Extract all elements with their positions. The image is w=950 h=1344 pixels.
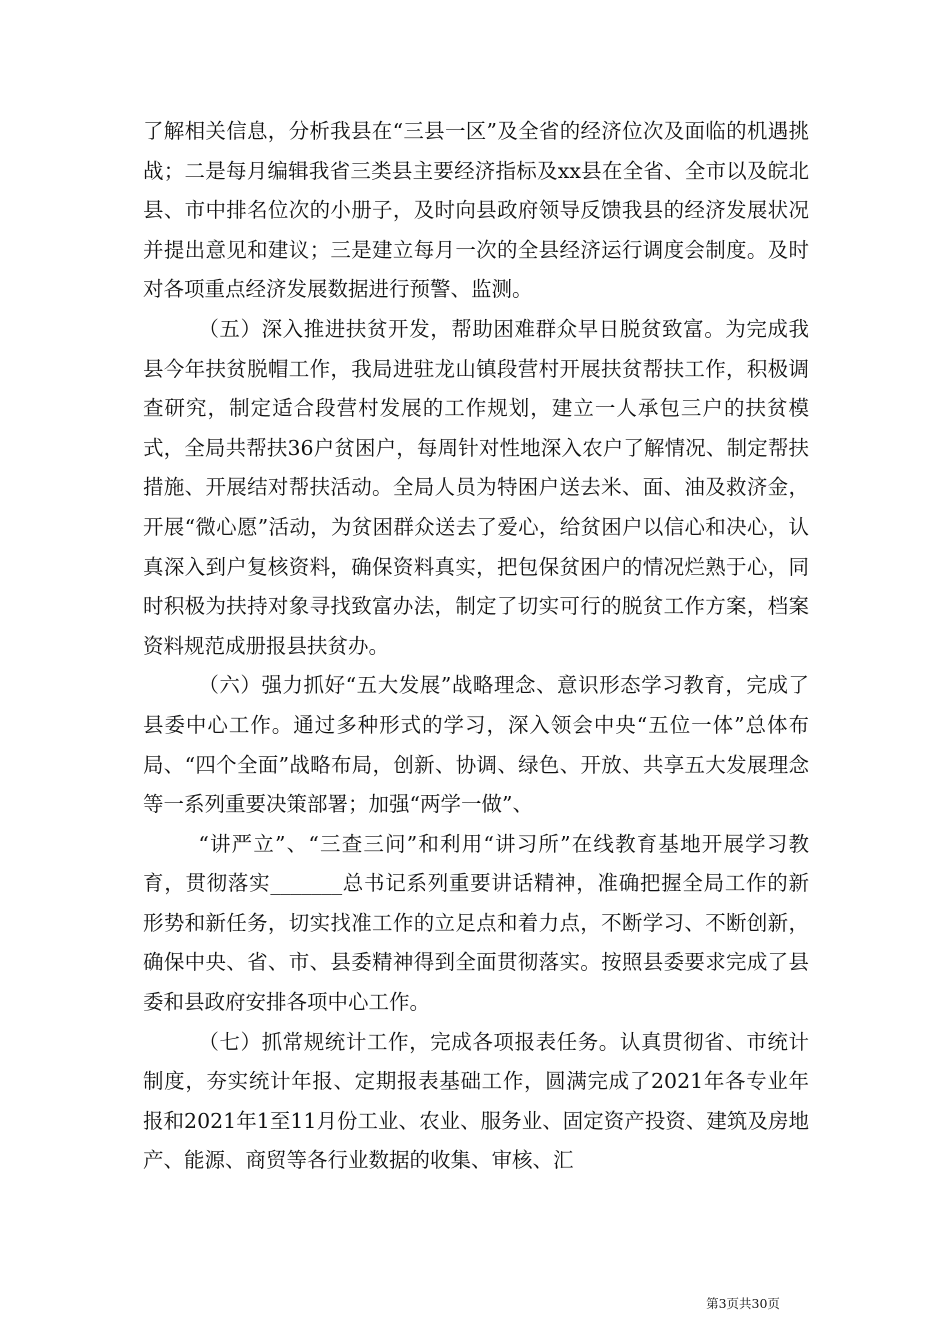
paragraph-section-7: （七）抓常规统计工作，完成各项报表任务。认真贯彻省、市统计制度，夯实统计年报、定期报表基础工作，圆满完成了2021年各专业年报和2021年1至11月份工业、农业、服务业、固定资产投资、建筑及房地产、能源、商贸等各行业数据的收集、审核、汇: [143, 1029, 809, 1173]
document-body: [143, 112, 809, 1181]
page-number: 第3页共30页: [706, 1296, 780, 1311]
paragraph-section-6: （六）强力抓好“五大发展”战略理念、意识形态学习教育，完成了县委中心工作。通过多种形式的学习，深入领会中央“五位一体”总体布局、“四个全面”战略布局，创新、协调、绿色、开放、共享五大发展理念等一系列重要决策部署；加强“两学一做”、: [143, 673, 809, 817]
page-footer: [0, 1294, 950, 1312]
paragraph-section-6-continued: “讲严立”、“三查三问”和利用“讲习所”在线教育基地开展学习教育，贯彻落实_______总书记系列重要讲话精神，准确把握全局工作的新形势和新任务，切实找准工作的立足点和着力点，不断学习、不断创新，确保中央、省、市、县委精神得到全面贯彻落实。按照县委要求完成了县委和县政府安排各项中心工作。: [143, 831, 809, 1015]
paragraph-continuation: 了解相关信息，分析我县在“三县一区”及全省的经济位次及面临的机遇挑战；二是每月编辑我省三类县主要经济指标及xx县在全省、全市以及皖北县、市中排名位次的小册子，及时向县政府领导反馈我县的经济发展状况并提出意见和建议；三是建立每月一次的全县经济运行调度会制度。及时对各项重点经济发展数据进行预警、监测。: [143, 119, 809, 302]
paragraph-section-5: （五）深入推进扶贫开发，帮助困难群众早日脱贫致富。为完成我县今年扶贫脱帽工作，我局进驻龙山镇段营村开展扶贫帮扶工作，积极调查研究，制定适合段营村发展的工作规划，建立一人承包三户的扶贫模式，全局共帮扶36户贫困户，每周针对性地深入农户了解情况、制定帮扶措施、开展结对帮扶活动。全局人员为特困户送去米、面、油及救济金，开展“微心愿”活动，为贫困群众送去了爱心，给贫困户以信心和决心，认真深入到户复核资料，确保资料真实，把包保贫困户的情况烂熟于心，同时积极为扶持对象寻找致富办法，制定了切实可行的脱贫工作方案，档案资料规范成册报县扶贫办。: [143, 316, 809, 658]
